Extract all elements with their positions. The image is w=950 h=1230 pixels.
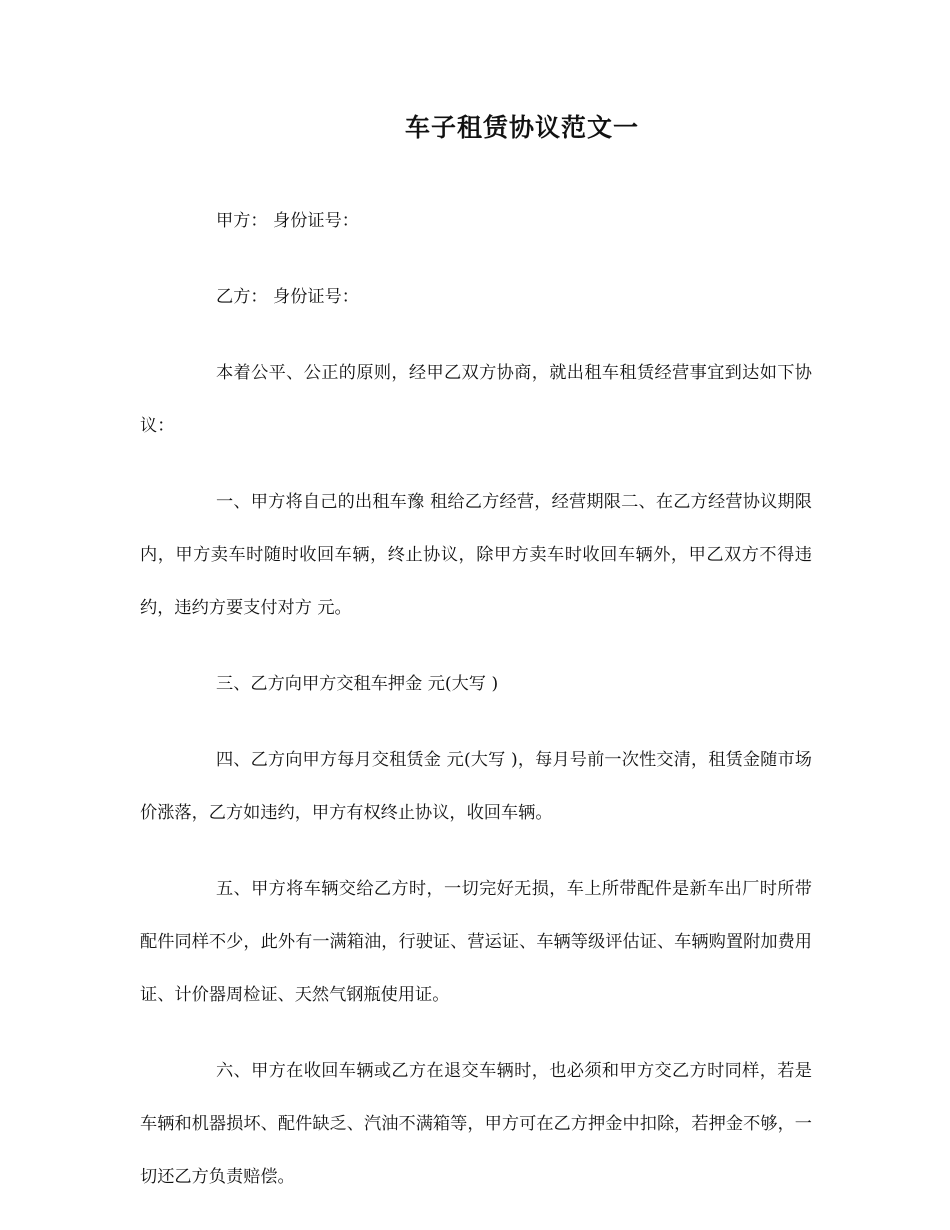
party-a-line: 甲方： 身份证号： — [216, 211, 359, 231]
party-b-line: 乙方： 身份证号： — [216, 287, 359, 307]
clause-three-paragraph: 三、乙方向甲方交租车押金 元(大写 ) — [216, 674, 499, 694]
preamble-paragraph: 本着公平、公正的原则，经甲乙双方协商，就出租车租赁经营事宜到达如下协议： — [140, 363, 812, 436]
document-title: 车子租赁协议范文一 — [404, 113, 639, 142]
clause-one-two-paragraph: 一、甲方将自己的出租车豫 租给乙方经营，经营期限二、在乙方经营协议期限内，甲方卖车时随时收回车辆，终止协议，除甲方卖车时收回车辆外，甲乙双方不得违约，违约方要支付对方 元。 — [140, 492, 812, 618]
clause-five-paragraph: 五、甲方将车辆交给乙方时，一切完好无损，车上所带配件是新车出厂时所带配件同样不少，此外有一满箱油，行驶证、营运证、车辆等级评估证、车辆购置附加费用证、计价器周检证、天然气钢瓶使用证。 — [140, 879, 812, 1005]
clause-six-paragraph: 六、甲方在收回车辆或乙方在退交车辆时，也必须和甲方交乙方时同样，若是车辆和机器损坏、配件缺乏、汽油不满箱等，甲方可在乙方押金中扣除，若押金不够，一切还乙方负责赔偿。 — [140, 1061, 812, 1187]
clause-four-paragraph: 四、乙方向甲方每月交租赁金 元(大写 )，每月号前一次性交清，租赁金随市场价涨落，乙方如违约，甲方有权终止协议，收回车辆。 — [140, 750, 812, 823]
document-body — [140, 195, 812, 1227]
